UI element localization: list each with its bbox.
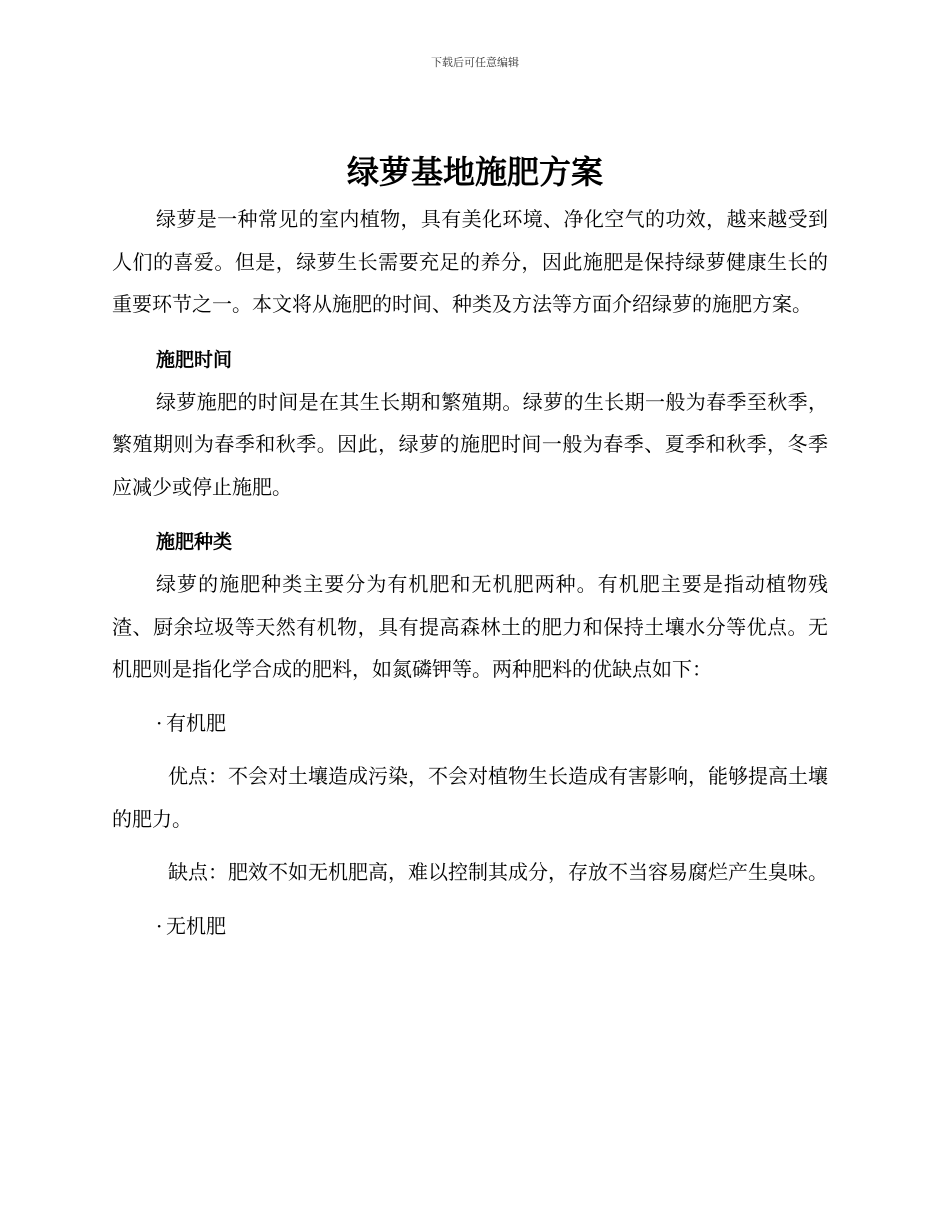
organic-pros-paragraph: 优点：不会对土壤造成污染，不会对植物生长造成有害影响，能够提高土壤的肥力。 bbox=[112, 764, 828, 831]
section-heading-fertilizing-time: 施肥时间 bbox=[156, 348, 233, 371]
bullet-label: 无机肥 bbox=[166, 913, 226, 938]
bullet-marker: · bbox=[156, 913, 163, 938]
organic-cons-paragraph: 缺点：肥效不如无机肥高，难以控制其成分，存放不当容易腐烂产生臭味。 bbox=[168, 860, 828, 884]
page-header-note: 下载后可任意编辑 bbox=[431, 56, 519, 69]
list-item-organic-fertilizer bbox=[112, 702, 828, 745]
section-paragraph-fertilizing-time: 绿萝施肥的时间是在其生长期和繁殖期。绿萝的生长期一般为春季至秋季，繁殖期则为春季和秋季。因此，绿萝的施肥时间一般为春季、夏季和秋季，冬季应减少或停止施肥。 bbox=[112, 389, 828, 499]
list-item-inorganic-fertilizer bbox=[112, 905, 828, 948]
intro-paragraph: 绿萝是一种常见的室内植物，具有美化环境、净化空气的功效，越来越受到人们的喜爱。但是，绿萝生长需要充足的养分，因此施肥是保持绿萝健康生长的重要环节之一。本文将从施肥的时间、种类及方法等方面介绍绿萝的施肥方案。 bbox=[112, 207, 828, 316]
section-paragraph-fertilizer-types: 绿萝的施肥种类主要分为有机肥和无机肥两种。有机肥主要是指动植物残渣、厨余垃圾等天然有机物，具有提高森林土的肥力和保持土壤水分等优点。无机肥则是指化学合成的肥料，如氮磷钾等。两种肥料的优缺点如下： bbox=[112, 572, 828, 681]
document-title: 绿萝基地施肥方案 bbox=[346, 153, 603, 191]
bullet-marker: · bbox=[156, 710, 163, 735]
bullet-label: 有机肥 bbox=[166, 710, 226, 735]
document-body bbox=[112, 198, 828, 947]
section-heading-fertilizer-types: 施肥种类 bbox=[156, 531, 233, 553]
